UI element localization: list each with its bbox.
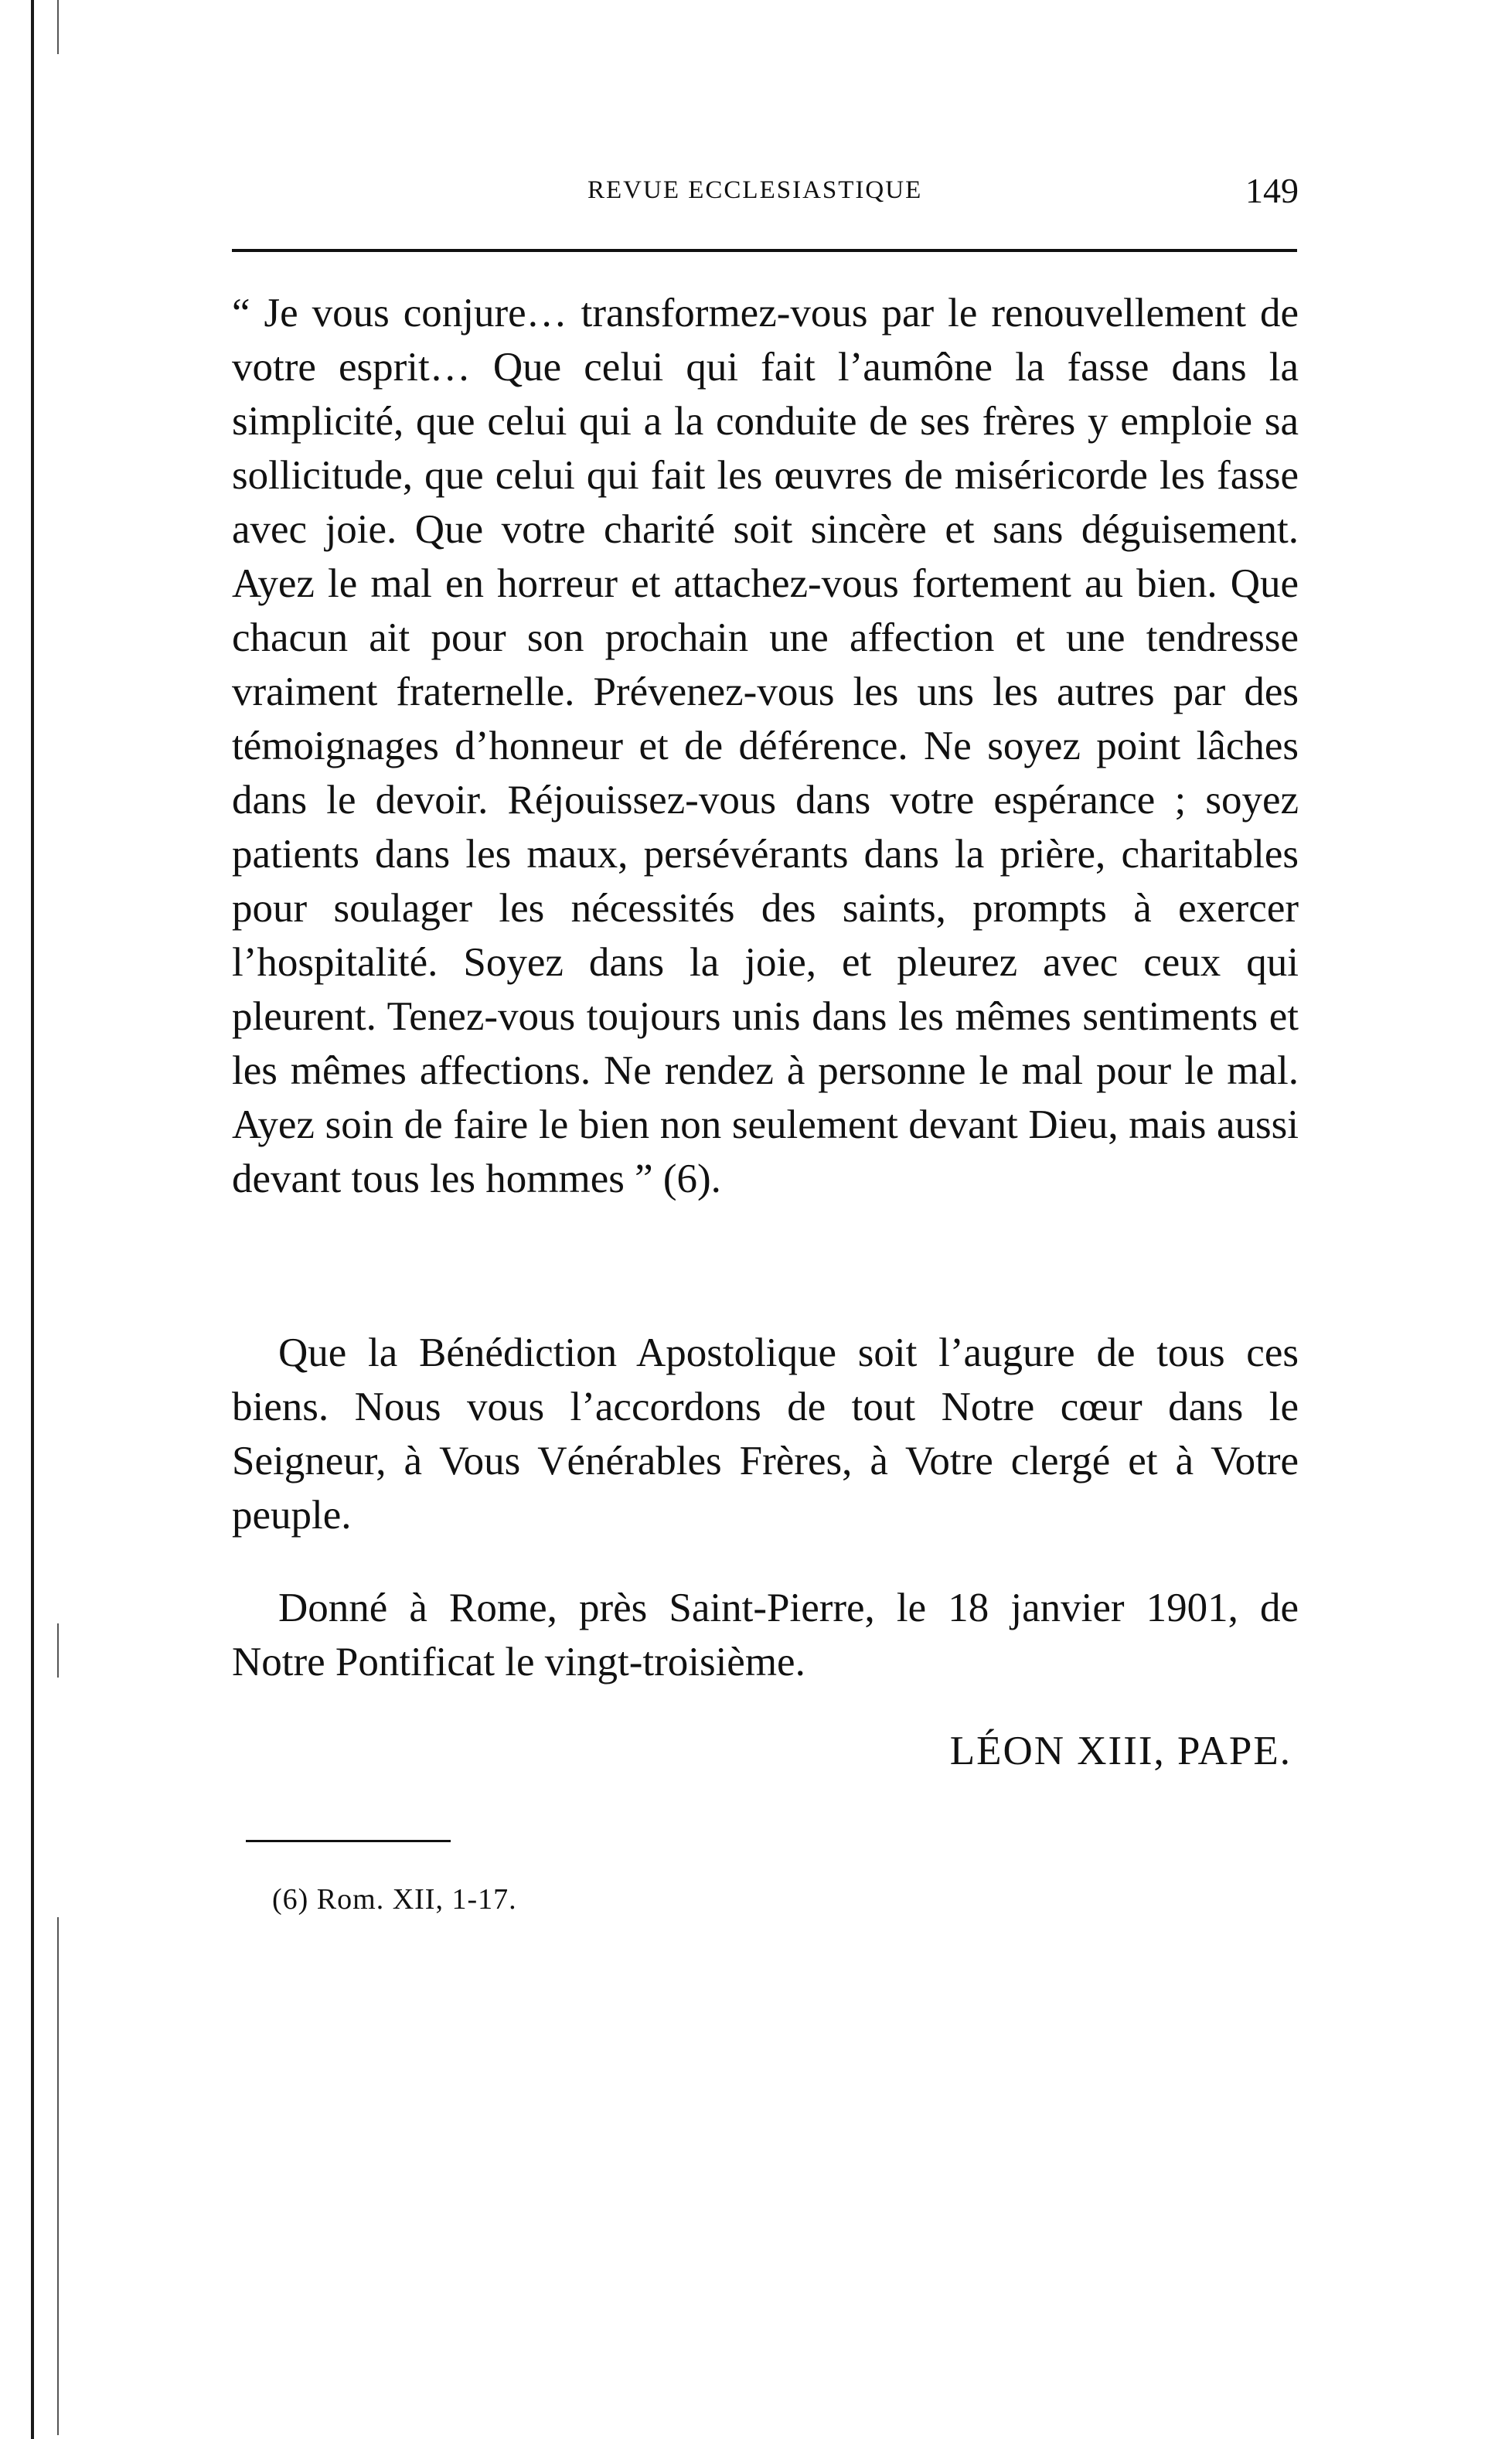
signature: LÉON XIII, PAPE. bbox=[949, 1729, 1292, 1773]
date-paragraph: Donné à Rome, près Saint-Pierre, le 18 janvier 1901, de Notre Pontificat le vingt-troisième. bbox=[232, 1586, 1299, 1684]
header-rule bbox=[232, 249, 1297, 252]
footnote: (6) Rom. XII, 1-17. bbox=[272, 1883, 517, 1916]
page-number: 149 bbox=[1245, 171, 1299, 210]
quote-paragraph: “ Je vous conjure… transformez-vous par le renouvellement de votre esprit… Que celui qui fait l’aumône la fasse dans la simplicité, que celui qui a la conduite de ses frères y emploie sa sollicitude, que celui qui fait les œuvres de miséricorde les fasse avec joie. Que votre charité soit sincère et sans déguisement. Ayez le mal en horreur et attachez-vous fortement au bien. Que chacun ait pour son prochain une affection et une tendresse vraiment fraternelle. Prévenez-vous les uns les autres par des témoignages d’honneur et de déférence. Ne soyez point lâches dans le devoir. Réjouissez-vous dans votre espérance ; soyez patients dans les maux, persévérants dans la prière, charitables pour soulager les nécessités des saints, prompts à exercer l’hospitalité. Soyez dans la joie, et pleurez avec ceux qui pleurent. Tenez-vous toujours unis dans les mêmes sentiments et les mêmes affections. Ne rendez à personne le mal pour le mal. Ayez soin de faire le bien non seulement devant Dieu, mais aussi devant tous les hommes ” (6). bbox=[232, 291, 1299, 1201]
running-title: REVUE ECCLESIASTIQUE bbox=[587, 176, 923, 204]
margin-tick-mark bbox=[57, 1623, 59, 1678]
benediction-paragraph: Que la Bénédiction Apostolique soit l’augure de tous ces biens. Nous vous l’accordons de tout Notre cœur dans le Seigneur, à Vous Vénérables Frères, à Votre clergé et à Votre peuple. bbox=[232, 1330, 1299, 1538]
running-head bbox=[232, 171, 1299, 223]
margin-tick-mark bbox=[57, 0, 59, 54]
page-binding-edge bbox=[31, 0, 34, 2439]
margin-tick-mark bbox=[57, 1917, 59, 2435]
footnote-rule bbox=[246, 1840, 451, 1842]
